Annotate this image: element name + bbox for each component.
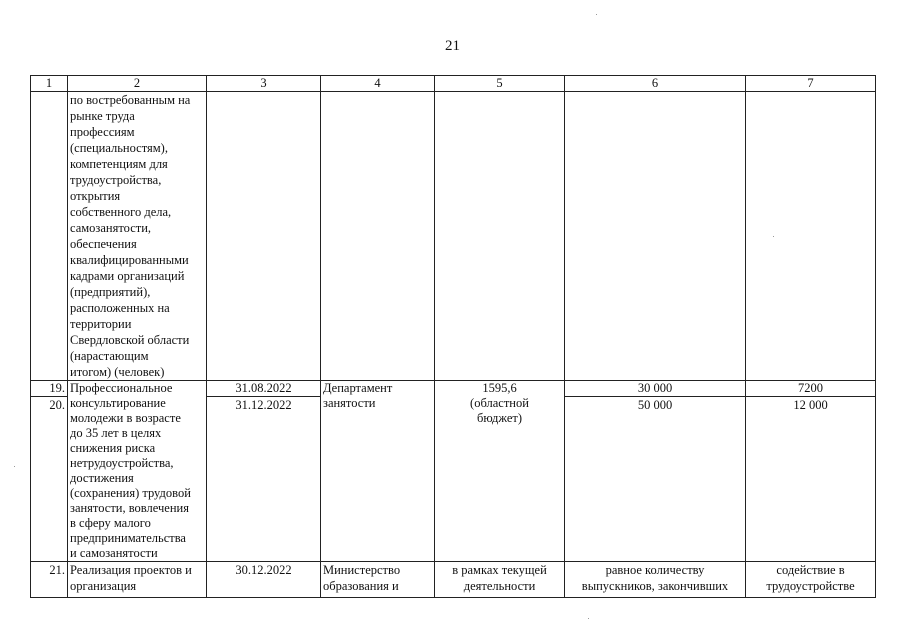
scan-speck [14,466,15,467]
row-20-value-7: 12 000 [746,397,876,562]
header-cell-4: 4 [321,76,435,92]
continuation-empty-3 [207,92,321,381]
row-19-20-name: Профессиональное консультирование молодежи в возрасте до 35 лет в целях снижения риска нетрудоустройства, достижения (сохранения) трудовой занятости, вовлечения в сферу малого предпринимательства и самозанятости [68,381,207,562]
continuation-row [31,92,876,381]
continuation-empty-5 [435,92,565,381]
row-19-value-7: 7200 [746,381,876,397]
header-row [31,76,876,92]
page-number: 21 [445,38,460,54]
row-21-date: 30.12.2022 [207,562,321,598]
continuation-name-cell: по востребованным на рынке труда профессиям (специальностям), компетенциям для трудоустройства, открытия собственного дела, самозанятости, обеспечения квалифицированными кадрами организаций (предприятий), расположенных на территории Свердловской области (нарастающим итогом) (человек) [68,92,207,381]
row-19-date: 31.08.2022 [207,381,321,397]
continuation-empty-6 [565,92,746,381]
row-21-value-7: содействие в трудоустройстве [746,562,876,598]
header-cell-2: 2 [68,76,207,92]
row-19-number: 19. [31,381,68,397]
header-cell-7: 7 [746,76,876,92]
continuation-num-cell [31,92,68,381]
header-cell-1: 1 [31,76,68,92]
events-table [30,75,876,598]
row-20-date: 31.12.2022 [207,397,321,562]
scan-speck [596,14,597,15]
row-20-number: 20. [31,397,68,562]
continuation-empty-7 [746,92,876,381]
row-21-responsible: Министерство образования и [321,562,435,598]
row-19-value-6: 30 000 [565,381,746,397]
continuation-empty-4 [321,92,435,381]
row-19-20-responsible: Департамент занятости [321,381,435,562]
row-21-number: 21. [31,562,68,598]
scan-speck [588,618,589,619]
header-cell-3: 3 [207,76,321,92]
scan-speck [773,236,774,237]
row-21-name: Реализация проектов и организация [68,562,207,598]
header-cell-6: 6 [565,76,746,92]
row-21-value-6: равное количеству выпускников, закончивших [565,562,746,598]
table-row-21 [31,562,876,598]
row-20-value-6: 50 000 [565,397,746,562]
row-21-funding: в рамках текущей деятельности [435,562,565,598]
row-19-20-funding: 1595,6 (областной бюджет) [435,381,565,562]
table-row-19 [31,381,876,397]
header-cell-5: 5 [435,76,565,92]
